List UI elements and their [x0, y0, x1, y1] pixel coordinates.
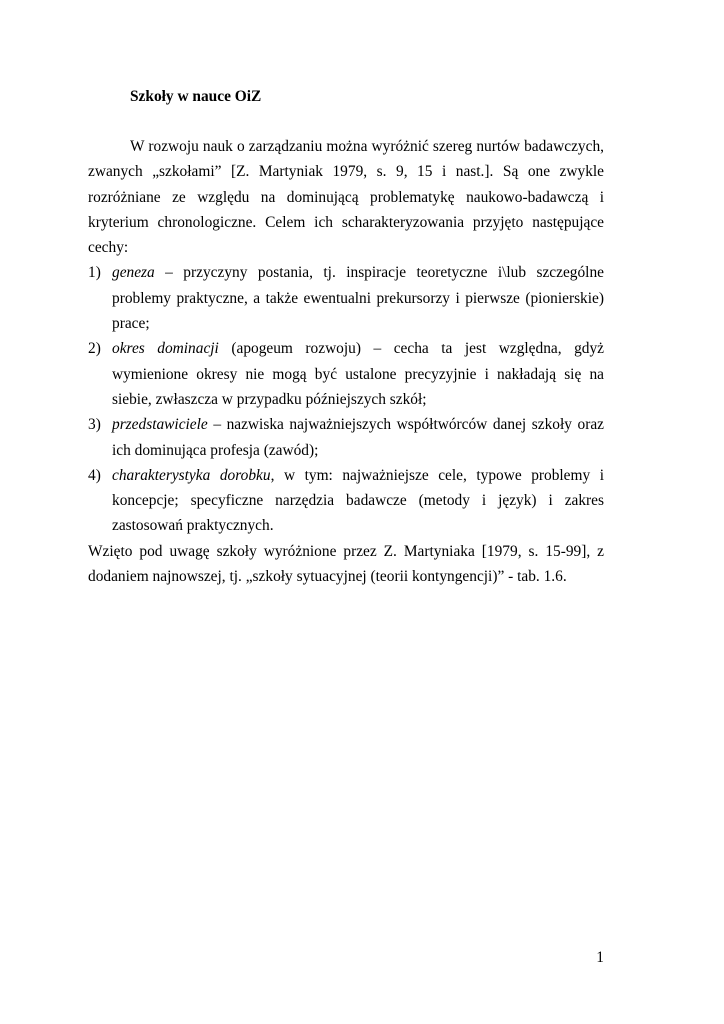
- document-body: [88, 86, 604, 589]
- intro-paragraph: W rozwoju nauk o zarządzaniu można wyróżnić szereg nurtów badawczych, zwanych „szkołami” [Z. Martyniak 1979, s. 9, 15 i nast.]. Są one zwykle rozróżniane ze względu na dominującą problematykę naukowo-badawczą i kryterium chronologiczne. Celem ich scharakteryzowania przyjęto następujące cechy:: [88, 138, 604, 257]
- list-item-number: 1): [88, 264, 101, 282]
- list-item-term: geneza: [112, 264, 155, 282]
- closing-paragraph: Wzięto pod uwagę szkoły wyróżnione przez Z. Martyniaka [1979, s. 15-99], z dodaniem najnowszej, tj. „szkoły sytuacyjnej (teorii kontyngencji)” - tab. 1.6.: [88, 542, 604, 586]
- list-item: [88, 336, 604, 412]
- list-item-number: 4): [88, 466, 101, 484]
- list-item: [88, 260, 604, 336]
- list-item-text: – nazwiska najważniejszych współtwórców danej szkoły oraz ich dominująca profesja (zawód);: [112, 416, 604, 459]
- list-item-term: przedstawiciele: [112, 416, 208, 434]
- list-item-term: charakterystyka dorobku: [112, 466, 271, 484]
- list-item-number: 2): [88, 340, 101, 358]
- section-heading: Szkoły w nauce OiZ: [130, 88, 262, 105]
- list-item-number: 3): [88, 416, 101, 434]
- list-item-text: , w tym: najważniejsze cele, typowe problemy i koncepcje; specyficzne narzędzia badawcze (metody i język) i zakres zastosowań praktycznych.: [112, 466, 604, 535]
- list-item-text: – przyczyny postania, tj. inspiracje teoretyczne i\lub szczególne problemy praktyczne, a także ewentualni prekursorzy i pierwsze (pionierskie) prace;: [112, 264, 604, 333]
- page-number: 1: [596, 949, 604, 966]
- list-item: [88, 463, 604, 539]
- list-item: [88, 412, 604, 463]
- criteria-list: [88, 260, 604, 538]
- list-item-term: okres dominacji: [112, 340, 219, 358]
- list-item-text: (apogeum rozwoju) – cecha ta jest względna, gdyż wymienione okresy nie mogą być ustalone precyzyjnie i nakładają się na siebie, zwłaszcza w przypadku późniejszych szkół;: [112, 340, 604, 408]
